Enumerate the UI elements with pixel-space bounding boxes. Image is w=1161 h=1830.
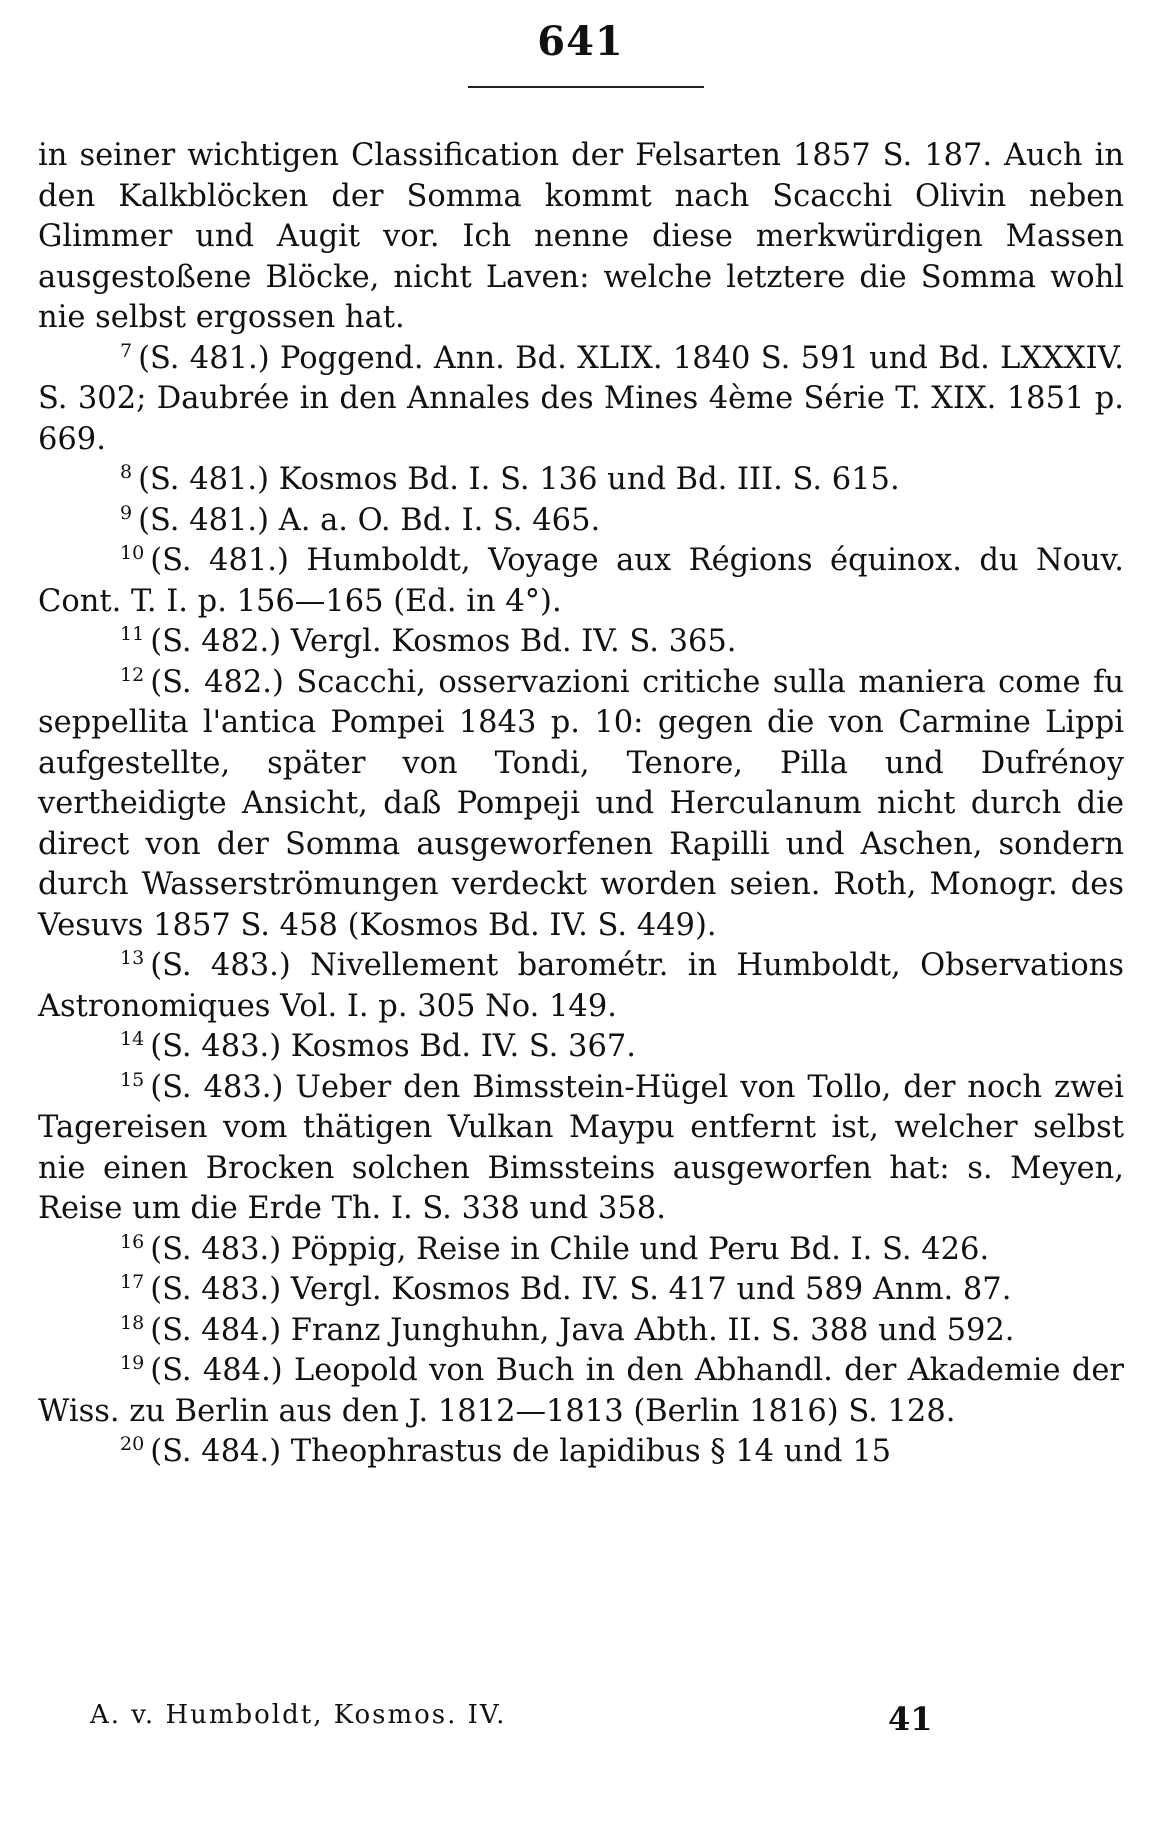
header-rule [468,86,704,88]
footnote-number: 16 [120,1230,145,1253]
notes-body [38,136,1124,1473]
footnote-number: 9 [120,501,133,524]
footnote-number: 8 [120,461,133,483]
page-number: 641 [537,18,624,65]
footnote-number: 15 [120,1068,145,1091]
sheet-signature: 41 [888,1700,933,1738]
footnote-15 [38,1068,1124,1230]
footnote-8 [38,460,1124,501]
footnote-14 [38,1027,1124,1068]
footnote-number: 20 [120,1433,145,1455]
footnote-text: (S. 483.) Ueber den Bimsstein-Hügel von Tollo, der noch zwei Tagereisen vom thätigen Vulkan Maypu entfernt ist, welcher selbst nie einen Brocken solchen Bimssteins ausgeworfen hat: s. Meyen, Reise um die Erde Th. I. S. 338 und 358. [38,1069,1124,1226]
footnote-text: (S. 483.) Vergl. Kosmos Bd. IV. S. 417 und 589 Anm. 87. [150,1272,1012,1307]
footnote-17 [38,1270,1124,1311]
footnote-13 [38,946,1124,1027]
footnote-number: 12 [120,663,145,686]
footnote-number: 17 [120,1271,145,1293]
footnote-20 [38,1432,1124,1473]
footnote-text: (S. 483.) Nivellement barométr. in Humboldt, Observations Astronomiques Vol. I. p. 305 No. 149. [38,948,1124,1024]
footnote-7 [38,339,1124,461]
footnote-number: 11 [120,623,145,645]
footnote-text: (S. 483.) Pöppig, Reise in Chile und Peru Bd. I. S. 426. [150,1231,990,1267]
footnote-text: (S. 481.) Kosmos Bd. I. S. 136 und Bd. III. S. 615. [138,462,900,497]
footnote-text: (S. 482.) Scacchi, osservazioni critiche sulla maniera come fu seppellita l'antica Pompei 1843 p. 10: gegen die von Carmine Lippi aufgestellte, später von Tondi, Tenore, Pilla und Dufrénoy vertheidigte Ansicht, daß Pompeji und Herculanum nicht durch die direct von der Somma ausgeworfenen Rapilli und Aschen, sondern durch Wasserströmungen verdeckt worden seien. Roth, Monogr. des Vesuvs 1857 S. 458 (Kosmos Bd. IV. S. 449). [38,664,1124,943]
footnote-text: (S. 484.) Leopold von Buch in den Abhandl. der Akademie der Wiss. zu Berlin aus den J. 1812—1813 (Berlin 1816) S. 128. [38,1353,1124,1429]
footnote-19 [38,1351,1124,1432]
footnote-10 [38,541,1124,622]
signature-line: A. v. Humboldt, Kosmos. IV. [90,1700,507,1730]
footnote-12 [38,663,1124,947]
footnote-text: (S. 481.) A. a. O. Bd. I. S. 465. [138,502,601,538]
footnote-9 [38,501,1124,542]
footnote-text: (S. 481.) Humboldt, Voyage aux Régions équinox. du Nouv. Cont. T. I. p. 156—165 (Ed. in 4°). [38,543,1124,619]
footnote-number: 18 [120,1311,145,1334]
footnote-number: 10 [120,542,145,564]
footnote-18 [38,1311,1124,1352]
footnote-text: (S. 483.) Kosmos Bd. IV. S. 367. [150,1029,636,1064]
footnote-number: 7 [120,339,133,362]
footnote-text: (S. 484.) Franz Junghuhn, Java Abth. II. S. 388 und 592. [150,1312,1015,1348]
continuation-paragraph: in seiner wichtigen Classification der Felsarten 1857 S. 187. Auch in den Kalkblöcken der Somma kommt nach Scacchi Olivin neben Glimmer und Augit vor. Ich nenne diese merkwürdigen Massen ausgestoßene Blöcke, nicht Laven: welche letztere die Somma wohl nie selbst ergossen hat. [38,138,1124,335]
footnote-text: (S. 481.) Poggend. Ann. Bd. XLIX. 1840 S. 591 und Bd. LXXXIV. S. 302; Daubrée in den Annales des Mines 4ème Série T. XIX. 1851 p. 669. [38,340,1124,457]
footnote-number: 13 [120,947,145,969]
footnote-11 [38,622,1124,663]
footnote-number: 14 [120,1028,145,1050]
footnote-number: 19 [120,1352,145,1374]
footnote-16 [38,1230,1124,1271]
footnote-text: (S. 484.) Theophrastus de lapidibus § 14 und 15 [150,1434,892,1469]
footnote-text: (S. 482.) Vergl. Kosmos Bd. IV. S. 365. [150,624,737,659]
